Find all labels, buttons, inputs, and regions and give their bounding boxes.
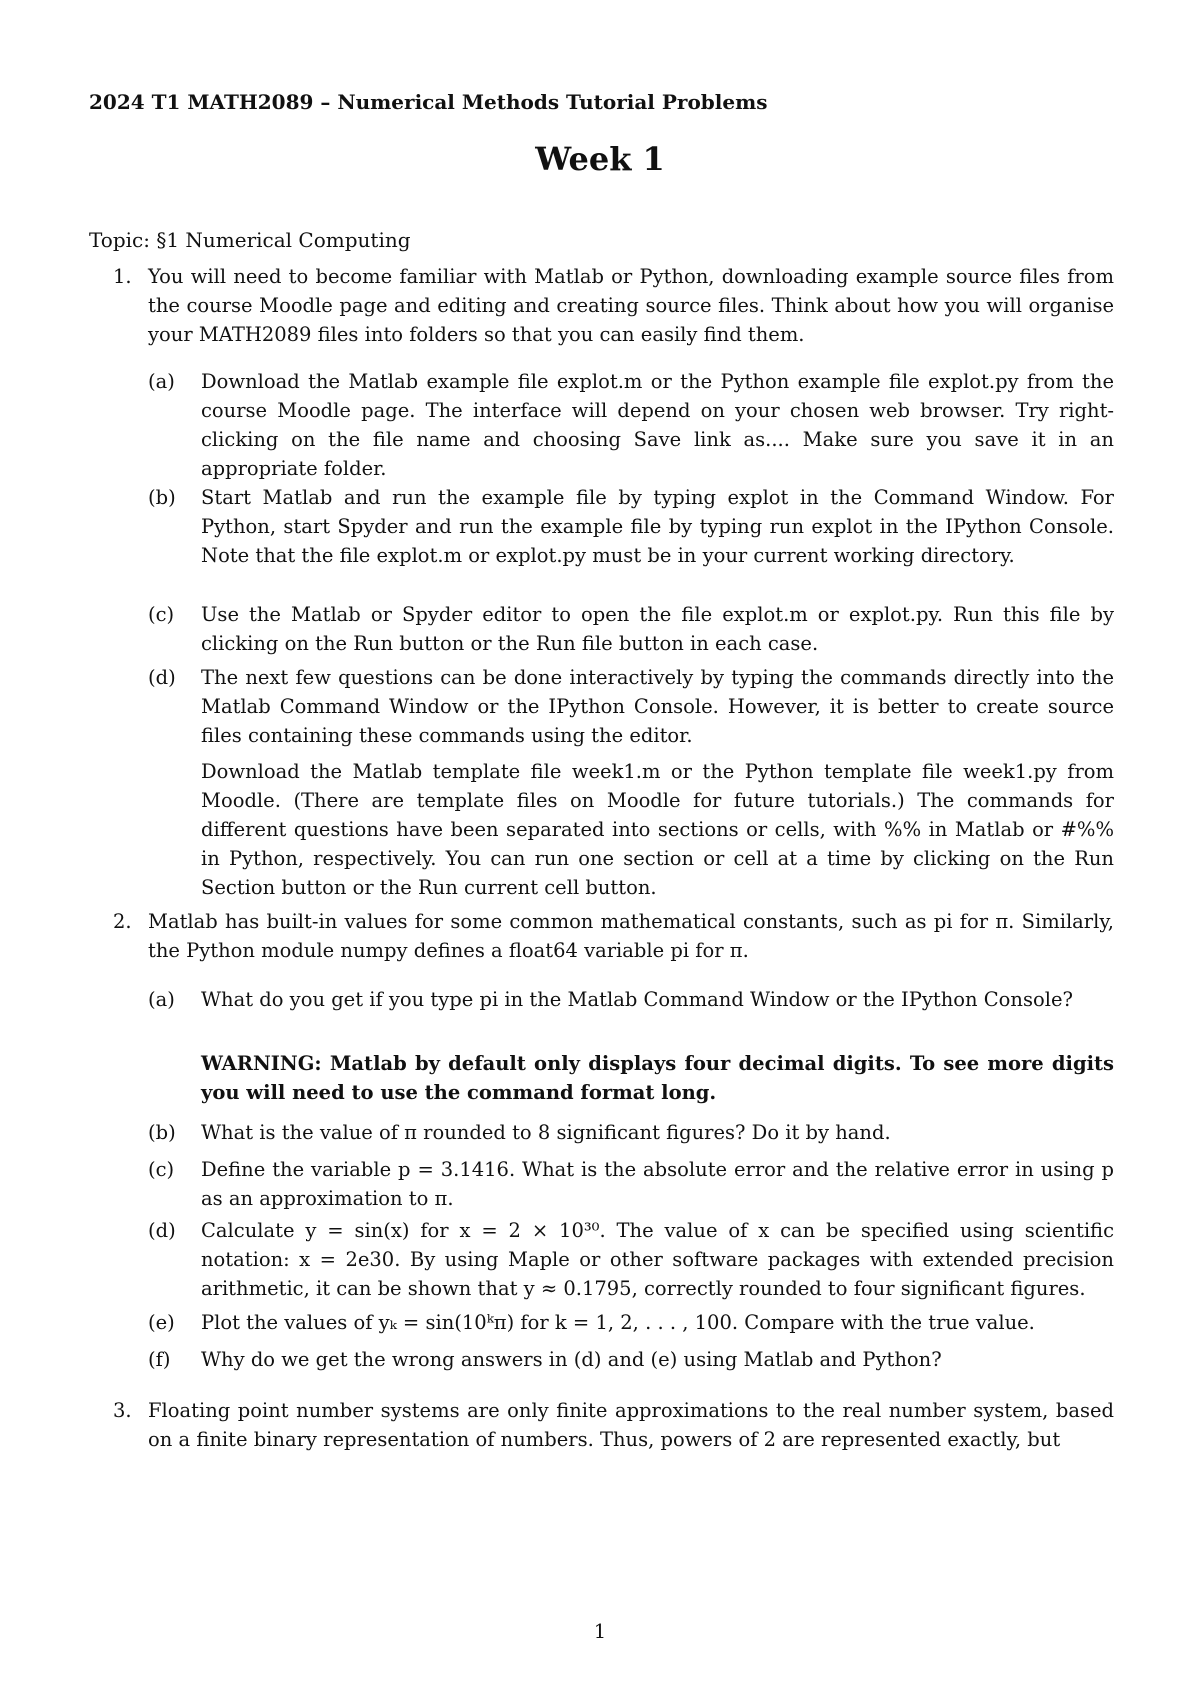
question-2d-text: Calculate y = sin(x) for x = 2 × 10³⁰. The value of x can be specified using scientific notation: x = 2e30. By using Maple or other software packages with extended precision arithmetic, it can be shown that y ≈ 0.1795, correctly rounded to four significant figures. [201, 1219, 1114, 1300]
question-1d-extra: Download the Matlab template file week1.m or the Python template file week1.py from Moodle. (There are template files on Moodle for future tutorials.) The commands for different questions have been separated into sections or cells, with %% in Matlab or #%% in Python, respectively. You can run one section or cell at a time by clicking on the Run Section button or the Run current cell button. [201, 760, 1114, 899]
question-1d-text: The next few questions can be done interactively by typing the commands directly into the Matlab Command Window or the IPython Console. However, it is better to create source files containing these commands using the editor. [201, 666, 1114, 747]
question-2f-text: Why do we get the wrong answers in (d) and (e) using Matlab and Python? [201, 1348, 942, 1371]
part-label: (d) [148, 1219, 176, 1242]
question-1a-text: Download the Matlab example file explot.m or the Python example file explot.py from the course Moodle page. The interface will depend on your chosen web browser. Try right-clicking on the file name and choosing Save link as.... Make sure you save it in an appropriate folder. [201, 370, 1114, 480]
page-title: Week 1 [535, 140, 665, 178]
part-label: (a) [148, 988, 175, 1011]
question-1-intro: You will need to become familiar with Matlab or Python, downloading example source files from the course Moodle page and editing and creating source files. Think about how you will organise your MATH2089 files into folders so that you can easily find them. [148, 265, 1114, 346]
page-number: 1 [593, 1620, 607, 1643]
question-3-intro: Floating point number systems are only finite approximations to the real number system, based on a finite binary representation of numbers. Thus, powers of 2 are represented exactly, but [148, 1399, 1114, 1451]
question-number: 3. [113, 1399, 132, 1422]
question-number: 2. [113, 910, 132, 933]
topic-line: Topic: §1 Numerical Computing [89, 228, 411, 252]
part-label: (b) [148, 486, 176, 509]
part-label: (c) [148, 603, 175, 626]
question-2c-text: Define the variable p = 3.1416. What is the absolute error and the relative error in using p as an approximation to π. [201, 1158, 1114, 1210]
part-label: (f) [148, 1348, 171, 1371]
warning-note: WARNING: Matlab by default only displays four decimal digits. To see more digits you will need to use the command format long. [201, 1052, 1114, 1104]
question-2a-text: What do you get if you type pi in the Matlab Command Window or the IPython Console? [201, 988, 1073, 1011]
part-label: (d) [148, 666, 176, 689]
part-label: (c) [148, 1158, 175, 1181]
question-number: 1. [113, 265, 132, 288]
course-header: 2024 T1 MATH2089 – Numerical Methods Tutorial Problems [89, 90, 768, 114]
part-label: (e) [148, 1311, 175, 1334]
question-1c-text: Use the Matlab or Spyder editor to open the file explot.m or explot.py. Run this file by clicking on the Run button or the Run file button in each case. [201, 603, 1114, 655]
question-2b-text: What is the value of π rounded to 8 significant figures? Do it by hand. [201, 1121, 891, 1144]
question-1b-text: Start Matlab and run the example file by typing explot in the Command Window. For Python, start Spyder and run the example file by typing run explot in the IPython Console. Note that the file explot.m or explot.py must be in your current working directory. [201, 486, 1114, 567]
part-label: (b) [148, 1121, 176, 1144]
question-2-intro: Matlab has built-in values for some common mathematical constants, such as pi for π. Similarly, the Python module numpy defines a float64 variable pi for π. [148, 910, 1114, 962]
part-label: (a) [148, 370, 175, 393]
question-2e-text: Plot the values of yₖ = sin(10ᵏπ) for k = 1, 2, . . . , 100. Compare with the true value. [201, 1311, 1035, 1334]
